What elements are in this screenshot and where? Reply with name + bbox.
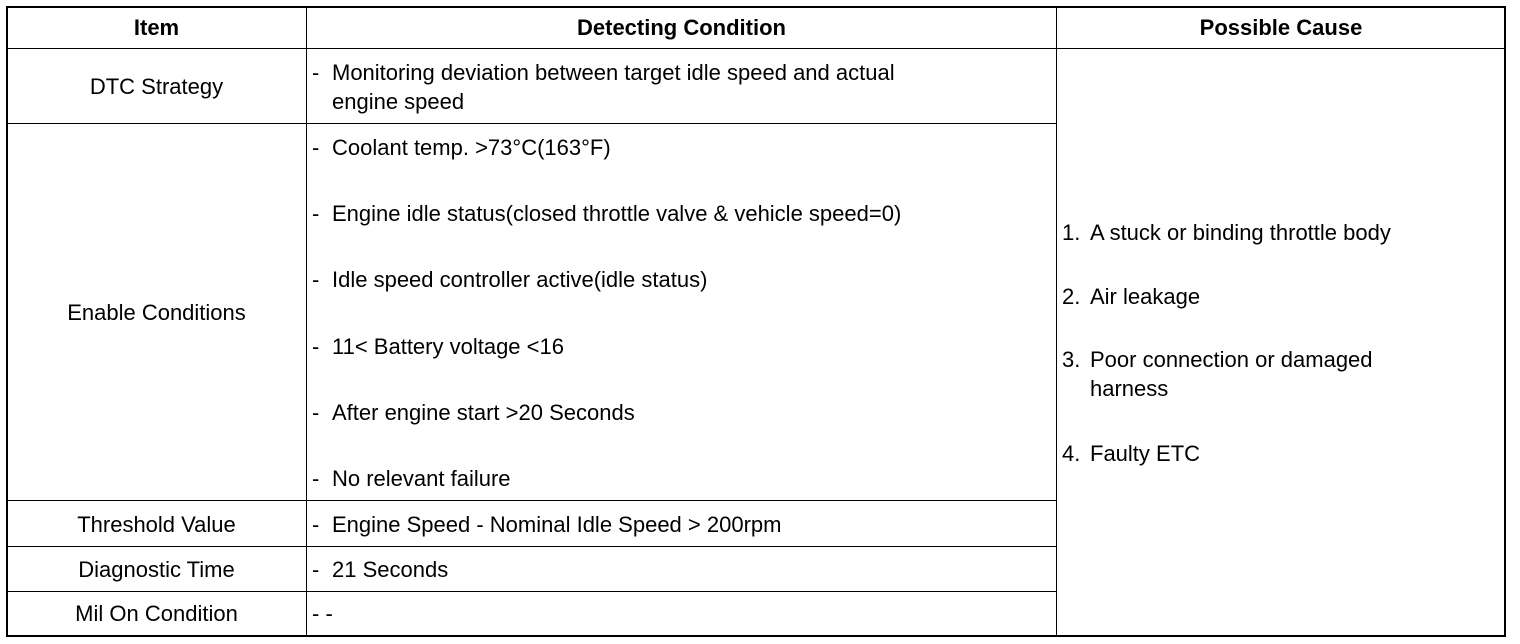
cause-2-number: 2.: [1062, 284, 1081, 309]
dash: -: [312, 334, 320, 359]
enable-condition-3: [312, 265, 707, 294]
dash: -: [312, 400, 320, 425]
enable-condition-1: [312, 133, 611, 162]
threshold-value: Engine Speed - Nominal Idle Speed > 200rpm: [332, 512, 782, 537]
column-divider-1: [306, 7, 307, 636]
cause-3-number: 3.: [1062, 347, 1081, 372]
enable-condition-2-text: Engine idle status(closed throttle valve & vehicle speed=0): [332, 201, 902, 226]
item-diagnostic-time: Diagnostic Time: [78, 557, 235, 582]
cause-4: [1062, 439, 1200, 468]
enable-condition-5-text: After engine start >20 Seconds: [332, 400, 635, 425]
dash: -: [312, 557, 320, 582]
item-threshold-value: Threshold Value: [77, 512, 236, 537]
dash: -: [312, 60, 320, 85]
header-detecting-condition: Detecting Condition: [577, 15, 786, 40]
item-dtc-strategy: DTC Strategy: [89, 74, 224, 99]
enable-condition-6-text: No relevant failure: [332, 466, 511, 491]
cause-3-line1: Poor connection or damaged: [1090, 347, 1373, 372]
header-divider: [7, 48, 1505, 49]
cause-4-text: Faulty ETC: [1090, 441, 1201, 466]
diagnostic-time-text: [312, 555, 448, 584]
cause-2-text: Air leakage: [1090, 284, 1201, 309]
cause-4-number: 4.: [1062, 441, 1081, 466]
mil-on-condition-value: - -: [312, 601, 333, 626]
header-possible-cause: Possible Cause: [1199, 15, 1363, 40]
enable-condition-3-text: Idle speed controller active(idle status): [332, 267, 708, 292]
dash: -: [312, 512, 320, 537]
mil-on-condition-text: [312, 599, 333, 628]
cause-1-text: A stuck or binding throttle body: [1090, 220, 1391, 245]
dtc-strategy-line1: Monitoring deviation between target idle speed and actual: [332, 60, 895, 85]
threshold-value-text: [312, 510, 781, 539]
diagnostic-time-value: 21 Seconds: [332, 557, 449, 582]
cause-2: [1062, 282, 1200, 311]
enable-condition-1-text: Coolant temp. >73°C(163°F): [332, 135, 611, 160]
row-divider-4: [7, 591, 1056, 592]
enable-condition-6: [312, 464, 511, 493]
dtc-strategy-text: [312, 58, 895, 116]
enable-condition-4-text: 11< Battery voltage <16: [332, 334, 564, 359]
dtc-strategy-line2: engine speed: [332, 89, 465, 114]
cause-3-line2: harness: [1090, 376, 1169, 401]
enable-condition-2: [312, 199, 901, 228]
dash: -: [312, 135, 320, 160]
item-mil-on-condition: Mil On Condition: [75, 601, 238, 626]
enable-condition-5: [312, 398, 635, 427]
cause-3: [1062, 345, 1373, 403]
cause-1: [1062, 218, 1391, 247]
dash: -: [312, 466, 320, 491]
column-divider-2: [1056, 7, 1057, 636]
row-divider-3: [7, 546, 1056, 547]
dash: -: [312, 267, 320, 292]
dash: -: [312, 201, 320, 226]
item-enable-conditions: Enable Conditions: [67, 300, 246, 325]
row-divider-1: [7, 123, 1056, 124]
row-divider-2: [7, 500, 1056, 501]
header-item: Item: [133, 15, 180, 40]
enable-condition-4: [312, 332, 564, 361]
cause-1-number: 1.: [1062, 220, 1081, 245]
